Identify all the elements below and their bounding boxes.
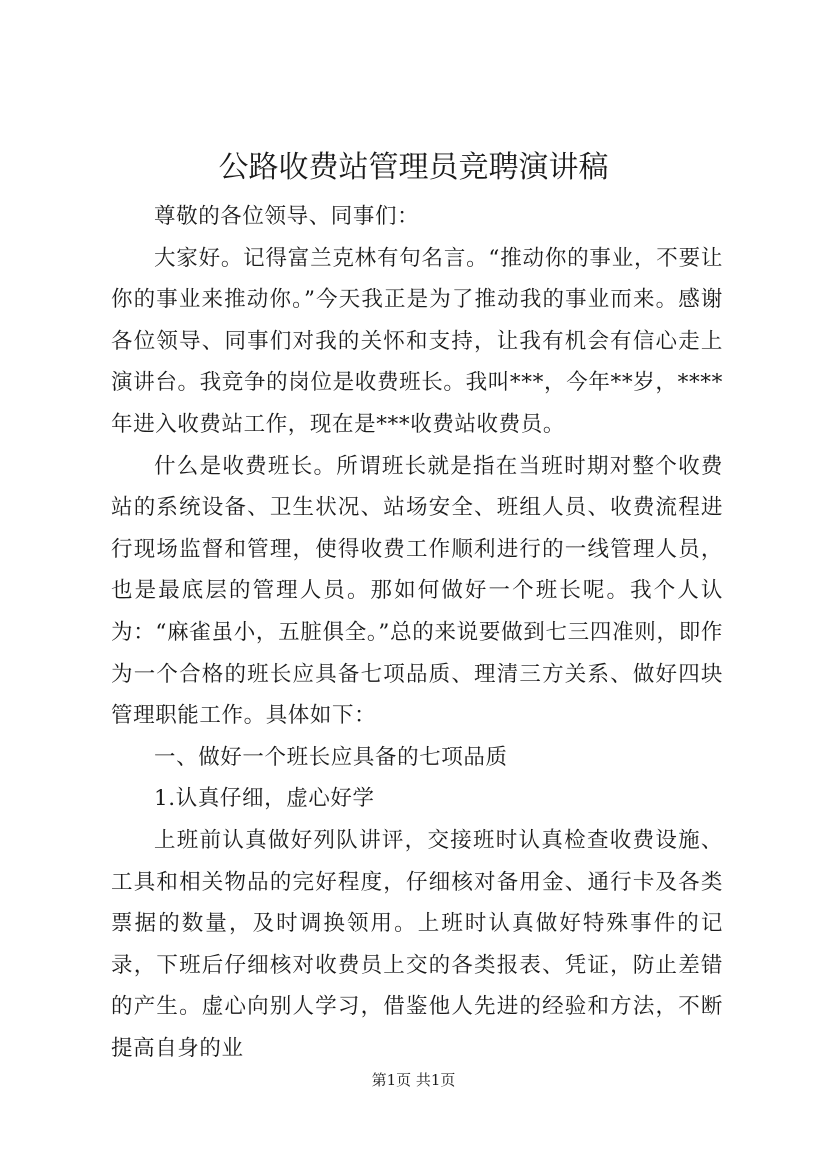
subsection-heading: 1.认真仔细，虚心好学	[154, 786, 375, 812]
paragraph-role-definition: 什么是收费班长。所谓班长就是指在当班时期对整个收费站的系统设备、卫生状况、站场安全、班组人员、收费流程进行现场监督和管理，使得收费工作顺利进行的一线管理人员，也是最底层的管理人员。那如何做好一个班长呢。我个人认为：“麻雀虽小，五脏俱全。”总的来说要做到七三四准则，即作为一个合格的班长应具备七项品质、理清三方关系、做好四块管理职能工作。具体如下：	[111, 453, 723, 729]
document-title: 公路收费站管理员竞聘演讲稿	[218, 150, 609, 185]
paragraph-salutation: 尊敬的各位领导、同事们：	[154, 204, 420, 229]
page-footer: 第1页 共1页	[371, 1071, 456, 1089]
document-body	[111, 196, 723, 1069]
section-heading: 一、做好一个班长应具备的七项品质	[154, 744, 508, 770]
paragraph-duties: 上班前认真做好列队讲评，交接班时认真检查收费设施、工具和相关物品的完好程度，仔细核对备用金、通行卡及各类票据的数量，及时调换领用。上班时认真做好特殊事件的记录，下班后仔细核对收费员上交的各类报表、凭证，防止差错的产生。虚心向别人学习，借鉴他人先进的经验和方法，不断提高自身的业	[111, 827, 723, 1061]
paragraph-introduction: 大家好。记得富兰克林有句名言。“推动你的事业，不要让你的事业来推动你。”今天我正是为了推动我的事业而来。感谢各位领导、同事们对我的关怀和支持，让我有机会有信心走上演讲台。我竞争的岗位是收费班长。我叫***，今年**岁，****年进入收费站工作，现在是***收费站收费员。	[111, 245, 723, 437]
